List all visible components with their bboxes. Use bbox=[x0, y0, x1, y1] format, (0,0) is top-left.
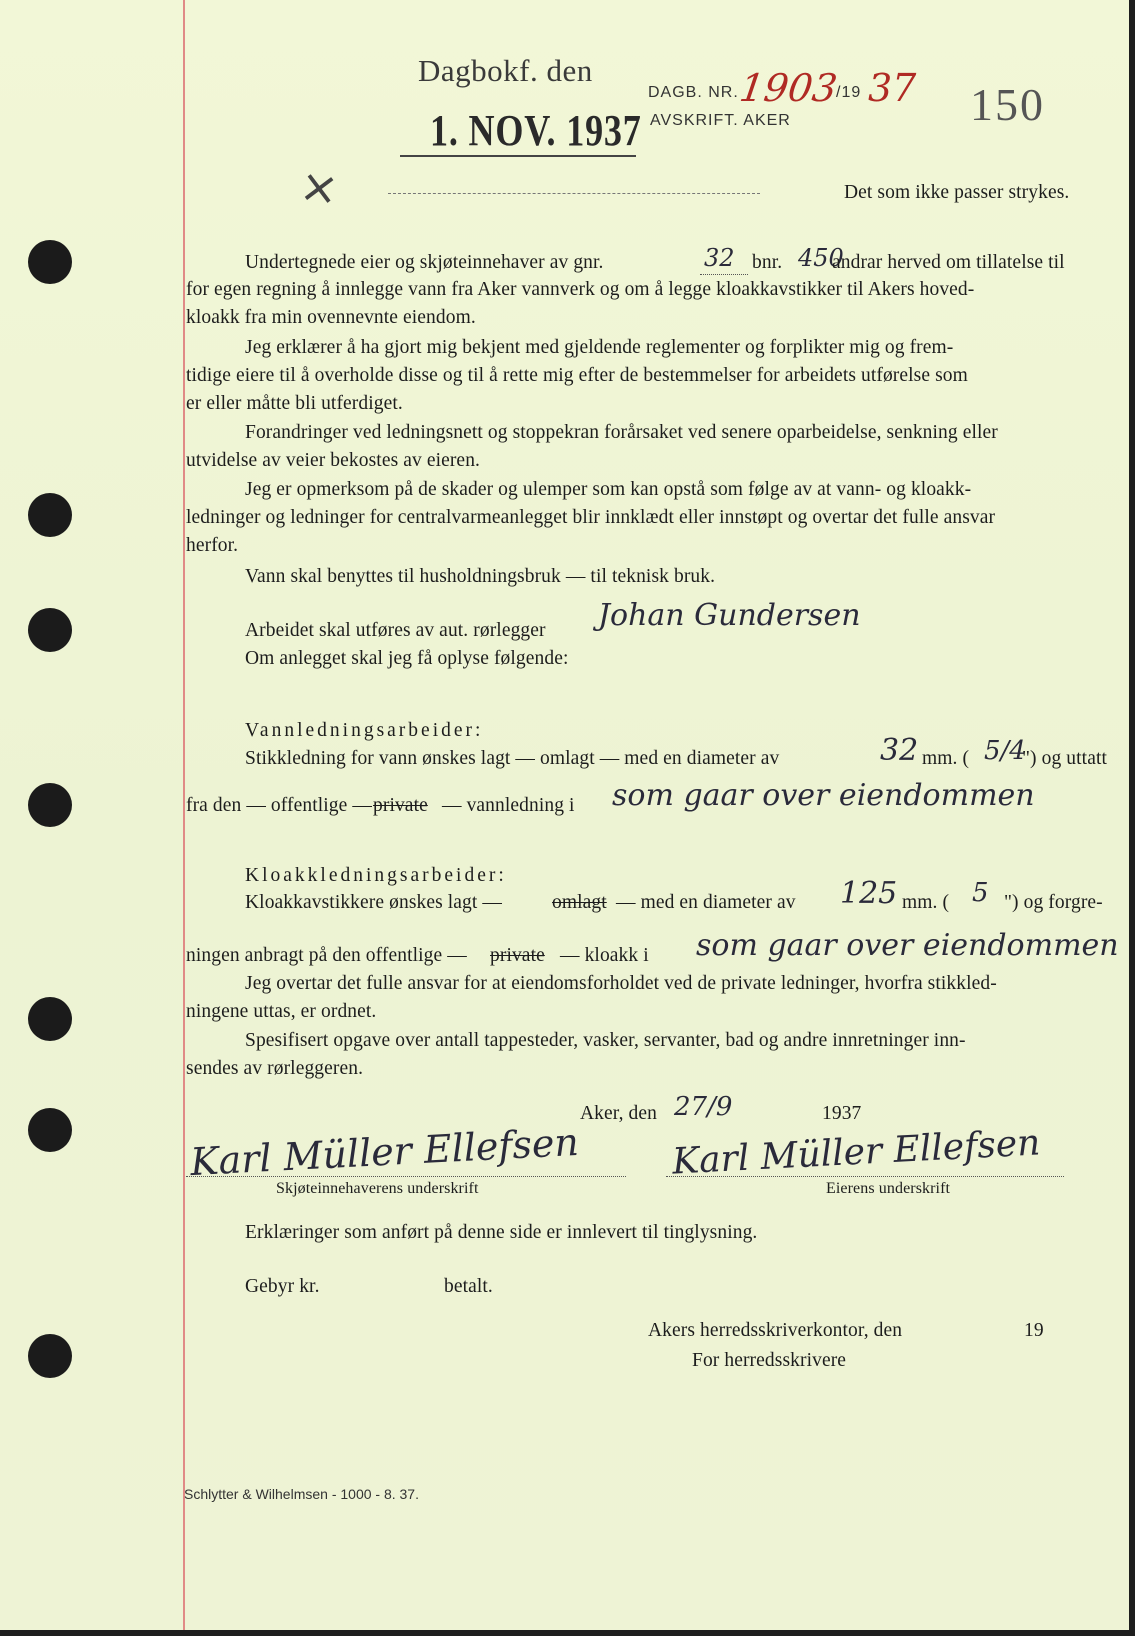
vann-line1-c: ") og uttatt bbox=[1022, 748, 1107, 769]
punch-hole bbox=[28, 783, 72, 827]
punch-hole bbox=[28, 240, 72, 284]
scan-edge-right bbox=[1129, 0, 1135, 1636]
para6-line: ningene uttas, er ordnet. bbox=[186, 1001, 377, 1022]
gebyr-betalt: betalt. bbox=[444, 1276, 493, 1297]
year-suffix: 37 bbox=[868, 66, 917, 110]
place-date-year: 1937 bbox=[822, 1103, 862, 1124]
year-prefix: /19 bbox=[836, 84, 862, 101]
arbeidet-next: Om anlegget skal jeg få oplyse følgende: bbox=[245, 648, 569, 669]
punch-hole bbox=[28, 608, 72, 652]
vann-diameter-in: 5/4 bbox=[984, 736, 1026, 766]
para5-line: Vann skal benyttes til husholdningsbruk — til teknisk bruk. bbox=[245, 566, 716, 587]
kloakk-line1-d: ") og forgre- bbox=[1004, 892, 1103, 913]
vann-private-struck: private bbox=[373, 795, 428, 816]
punch-hole bbox=[28, 493, 72, 537]
intro-line2: for egen regning å innlegge vann fra Aker vannverk og om å legge kloakkavstikker til Akers hoved- bbox=[186, 279, 975, 300]
scan-edge-bottom bbox=[0, 1630, 1135, 1636]
margin-rule bbox=[183, 0, 185, 1636]
vann-line1-a: Stikkledning for vann ønskes lagt — omlagt — med en diameter av bbox=[245, 748, 780, 769]
para2-line: Jeg erklærer å ha gjort mig bekjent med gjeldende reglementer og forplikter mig og frem- bbox=[245, 337, 954, 358]
para2-line: er eller måtte bli utferdiget. bbox=[186, 393, 403, 414]
cross-mark: × bbox=[296, 157, 343, 217]
para6-line: Jeg overtar det fulle ansvar for at eiendomsforholdet ved de private ledninger, hvorfra stikkled- bbox=[245, 973, 997, 994]
office-line1: Akers herredsskriverkontor, den bbox=[648, 1320, 903, 1341]
dagb-number: 1903 bbox=[736, 66, 840, 110]
arbeidet-label: Arbeidet skal utføres av aut. rørlegger bbox=[245, 620, 546, 641]
para7-line: Spesifisert opgave over antall tappesteder, vasker, servanter, bad og andre innretninger inn- bbox=[245, 1030, 966, 1051]
gebyr-label: Gebyr kr. bbox=[245, 1276, 320, 1297]
page-number: 150 bbox=[970, 79, 1045, 130]
kloakk-handwritten: som gaar over eiendommen bbox=[696, 928, 1119, 963]
erklaeringer-line: Erklæringer som anført på denne side er innlevert til tinglysning. bbox=[245, 1222, 758, 1243]
kloakk-omlagt-struck: omlagt bbox=[552, 892, 607, 913]
para4-line: Jeg er opmerksom på de skader og ulemper som kan opstå som følge av at vann- og kloakk- bbox=[245, 479, 972, 500]
kloakk-private-struck: private bbox=[490, 945, 545, 966]
stamp-label: Dagbokf. den bbox=[418, 53, 593, 88]
left-signature-line bbox=[186, 1176, 626, 1177]
kloakk-heading: Kloakkledningsarbeider: bbox=[245, 865, 507, 886]
place-date-prefix: Aker, den bbox=[580, 1103, 658, 1124]
place-date-date: 27/9 bbox=[674, 1092, 733, 1122]
para3-line: utvidelse av veier bekostes av eieren. bbox=[186, 450, 481, 471]
para7-line: sendes av rørleggeren. bbox=[186, 1058, 364, 1079]
bnr-value: 450 bbox=[798, 244, 844, 272]
rorlegger-name: Johan Gundersen bbox=[598, 598, 861, 633]
intro-line3: kloakk fra min ovennevnte eiendom. bbox=[186, 307, 476, 328]
para2-line: tidige eiere til å overholde disse og til å rette mig efter de bestemmelser for arbeidets utførelse som bbox=[186, 365, 968, 386]
vann-handwritten: som gaar over eiendommen bbox=[612, 778, 1035, 813]
vann-line2-b: — vannledning i bbox=[442, 795, 575, 816]
kloakk-diameter-in: 5 bbox=[972, 878, 989, 908]
stamp-date: 1. NOV. 1937 bbox=[430, 106, 642, 155]
eier-signature: Karl Müller Ellefsen bbox=[671, 1122, 1042, 1183]
avskrift-label: AVSKRIFT. AKER bbox=[650, 112, 791, 129]
right-signature-label: Eierens underskrift bbox=[826, 1180, 951, 1197]
owner-signature: Karl Müller Ellefsen bbox=[189, 1119, 580, 1185]
vann-line1-b: mm. ( bbox=[922, 748, 970, 769]
office-line2: For herredsskrivere bbox=[692, 1350, 847, 1371]
right-signature-line bbox=[666, 1176, 1064, 1177]
para4-line: herfor. bbox=[186, 535, 239, 556]
note-strike: Det som ikke passer strykes. bbox=[844, 182, 1070, 203]
kloakk-line1-b: — med en diameter av bbox=[616, 892, 796, 913]
vann-line2-a: fra den — offentlige — bbox=[186, 795, 372, 816]
punch-hole bbox=[28, 1108, 72, 1152]
kloakk-line2-a: ningen anbragt på den offentlige — bbox=[186, 945, 467, 966]
vann-diameter-mm: 32 bbox=[880, 733, 919, 768]
kloakk-line2-b: — kloakk i bbox=[560, 945, 649, 966]
office-year: 19 bbox=[1024, 1320, 1044, 1341]
left-signature-label: Skjøteinnehaverens underskrift bbox=[276, 1180, 479, 1197]
gnr-value: 32 bbox=[704, 244, 735, 272]
kloakk-diameter-mm: 125 bbox=[840, 876, 898, 911]
kloakk-line1-a: Kloakkavstikkere ønskes lagt — bbox=[245, 892, 502, 913]
punch-hole bbox=[28, 1334, 72, 1378]
intro-line1-a: Undertegnede eier og skjøteinnehaver av gnr. bbox=[245, 252, 604, 273]
dagb-prefix: DAGB. NR. bbox=[648, 84, 739, 101]
stamp-underline bbox=[400, 155, 636, 157]
para4-line: ledninger og ledninger for centralvarmeanlegget blir innklædt eller innstøpt og overtar det fulle ansvar bbox=[186, 507, 996, 528]
vann-heading: Vannledningsarbeider: bbox=[245, 720, 484, 741]
gnr-dots bbox=[700, 274, 748, 275]
intro-bnr-label: bnr. bbox=[752, 252, 783, 273]
printer-imprint: Schlytter & Wilhelmsen - 1000 - 8. 37. bbox=[184, 1486, 419, 1502]
header-rule bbox=[388, 193, 760, 194]
intro-line1-c: andrar herved om tillatelse til bbox=[832, 252, 1065, 273]
para3-line: Forandringer ved ledningsnett og stoppekran forårsaket ved senere oparbeidelse, senkning eller bbox=[245, 422, 998, 443]
punch-hole bbox=[28, 997, 72, 1041]
kloakk-line1-c: mm. ( bbox=[902, 892, 950, 913]
